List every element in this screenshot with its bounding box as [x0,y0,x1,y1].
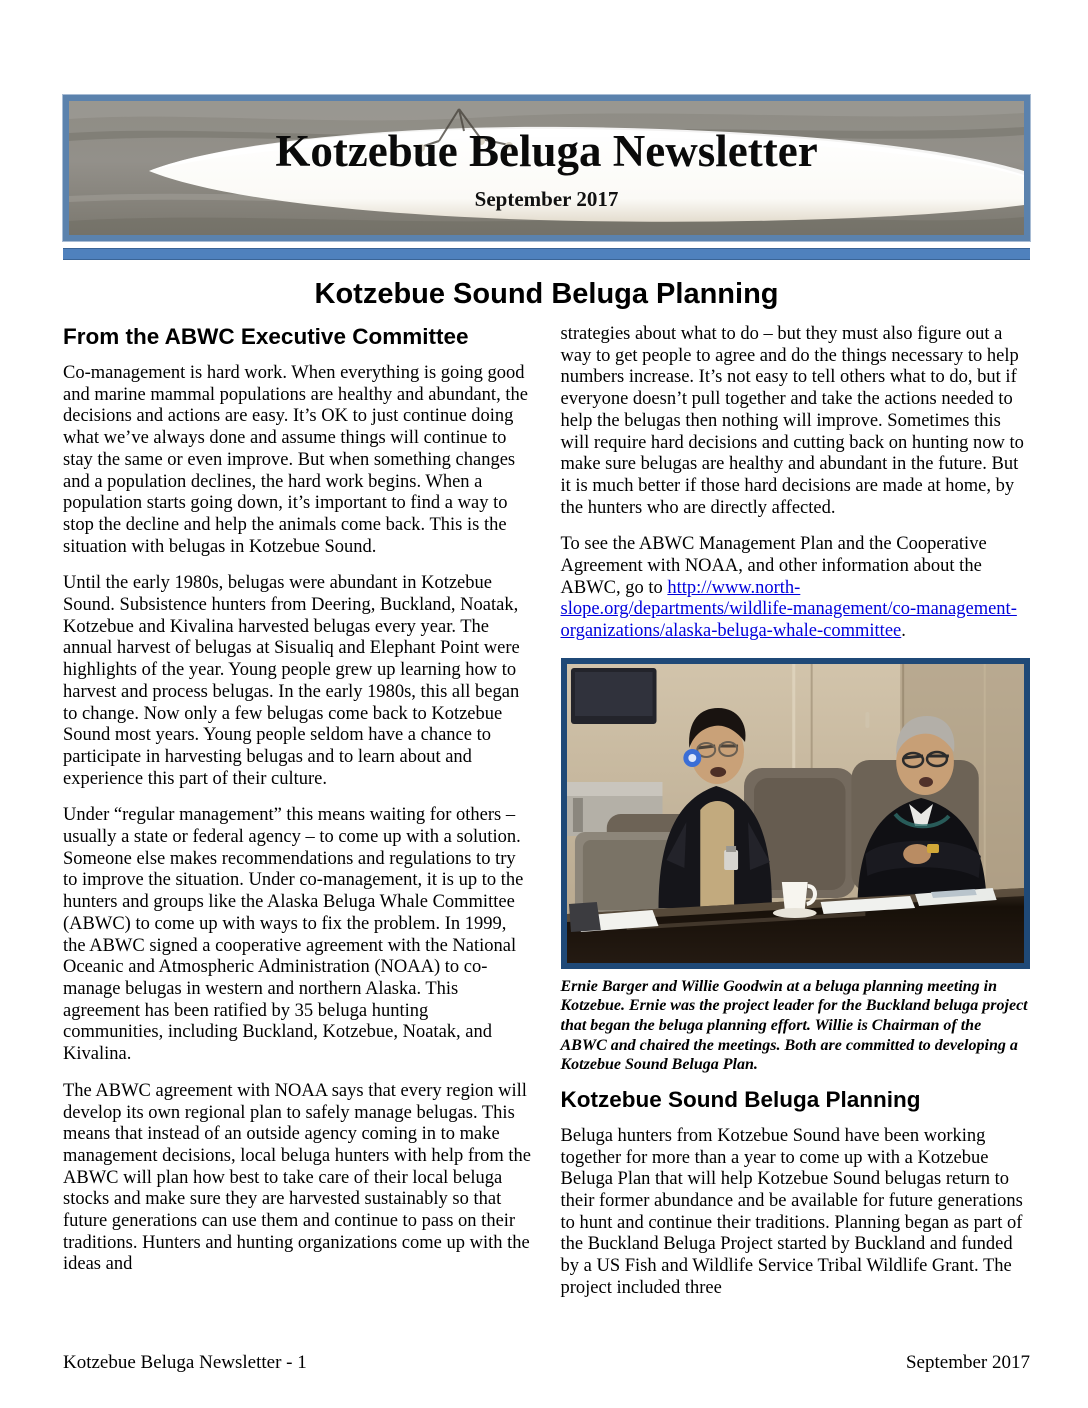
meeting-photo [561,658,1031,969]
body-paragraph: strategies about what to do – but they must also figure out a way to get people to agree and do the things necessary to help numbers increase. It’s not easy to tell others what to do, but if everyone doesn’t pull together and take the actions needed to help the belugas then nothing will improve. Sometimes this will require hard decisions and cutting back on hunting now to make sure belugas are healthy and abundant in the future. But it is much better if those hard decisions are made at home, by the hunters who are directly affected. [560,324,1024,518]
body-paragraph: Beluga hunters from Kotzebue Sound have been working together for more than a year to come up with a Kotzebue Beluga Plan that will help Kotzebue Sound belugas return to their former abundance and be available for future generations to hunt and continue their traditions. Planning began as part of the Buckland Beluga Project started by Buckland and funded by a US Fish and Wildlife Service Tribal Wildlife Grant. The project included three [560,1125,1023,1298]
link-suffix-text: . [901,621,906,642]
article-columns [63,324,1030,1314]
body-paragraph: Until the early 1980s, belugas were abundant in Kotzebue Sound. Subsistence hunters from Deering, Buckland, Noatak, Kotzebue and Kivalina harvested belugas every year. The annual harvest of belugas at Sisualiq and Elephant Point were highlights of the year. Young people grew up learning how to harvest and process belugas. In the early 1980s, this all began to change. Now only a few belugas come back to Kotzebue Sound most years. Young people seldom have a chance to participate in harvesting belugas and to learn about and experience this part of their culture. [63,573,520,789]
body-paragraph: Co-management is hard work. When everything is going good and marine mammal populations are healthy and abundant, the decisions and actions are easy. It’s OK to just continue doing what we’ve always done and assume things will continue to stay the same or even improve. But when something changes and a population declines, the hard work begins. When a population starts going down, it’s important to find a way to stop the decline and help the animals come back. This is the situation with belugas in Kotzebue Sound. [63,363,528,557]
section-heading-abwc-committee: From the ABWC Executive Committee [63,324,469,349]
newsletter-title: Kotzebue Beluga Newsletter [275,126,818,176]
photo-caption: Ernie Barger and Willie Goodwin at a beluga planning meeting in Kotzebue. Ernie was the project leader for the Buckland beluga project that began the beluga planning effort. Willie is Chairman of the ABWC and chaired the meetings. Both are committed to developing a Kotzebue Sound Beluga Plan. [560,977,1028,1074]
link-intro-text: To see the ABWC Management Plan and the Cooperative Agreement with NOAA, and other information about the ABWC, go to [560,534,987,598]
right-column [561,324,1031,1314]
link-paragraph [561,534,1031,643]
masthead-text [69,127,1024,212]
meeting-photo-figure [561,658,1031,1075]
beluga-banner-photo [63,95,1030,241]
masthead-date: September 2017 [474,187,619,211]
newsletter-page [63,95,1030,1314]
body-paragraph: The ABWC agreement with NOAA says that every region will develop its own regional plan to safely manage belugas. This means that instead of an outside agency coming in to make management decisions, local beluga hunters with help from the ABWC will plan how best to take care of their local beluga stocks and make sure they are harvested sustainably so that future generations can use them and continue to pass on their traditions. Hunters and hunting organizations come up with the ideas and [63,1080,532,1275]
page-title: Kotzebue Sound Beluga Planning [314,278,779,310]
masthead [63,95,1030,260]
section-heading-beluga-planning: Kotzebue Sound Beluga Planning [560,1086,921,1112]
left-column [63,324,533,1314]
page-footer [63,1352,1030,1374]
abwc-website-link[interactable]: http://www.north-slope.org/departments/wildlife-management/co-management-organizations/alaska-beluga-whale-committee [560,577,1017,642]
meeting-photo-image [567,664,1025,963]
footer-date: September 2017 [905,1352,1030,1373]
body-paragraph: Under “regular management” this means waiting for others – usually a state or federal agency – to come up with a solution. Someone else makes recommendations and regulations to try to improve the situation. Under co-management, it is up to the hunters and groups like the Alaska Beluga Whale Committee (ABWC) to come up with ways to fix the problem. In 1999, the ABWC signed a cooperative agreement with the National Oceanic and Atmospheric Administration (NOAA) to co-manage belugas in western and northern Alaska. This agreement has been ratified by 35 beluga hunting communities, including Buckland, Kotzebue, Noatak, and Kivalina. [63,805,524,1065]
blue-divider-bar [63,248,1030,260]
footer-page-label: Kotzebue Beluga Newsletter - 1 [63,1352,307,1373]
